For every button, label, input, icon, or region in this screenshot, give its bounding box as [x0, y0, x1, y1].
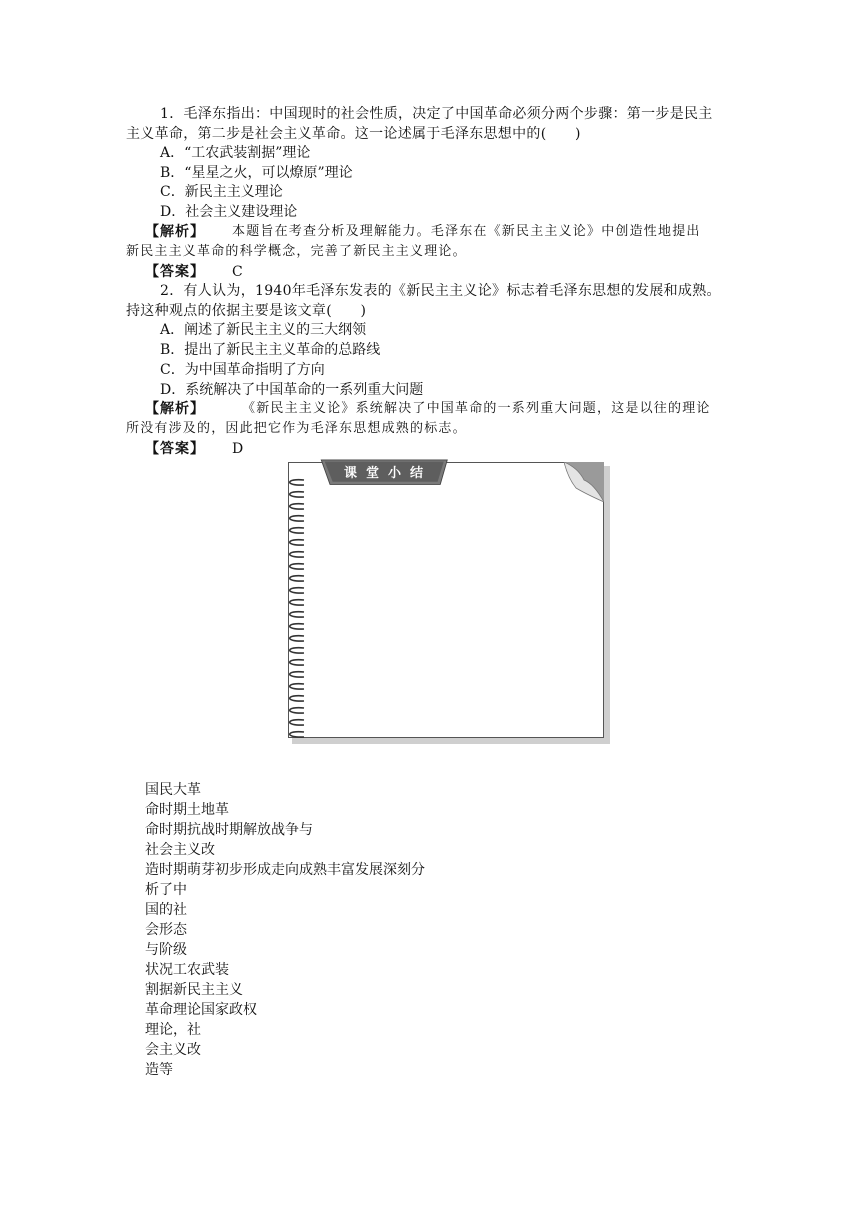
q2-option-c: C．为中国革命指明了方向	[160, 362, 325, 378]
q2-answer-label: 【答案】	[145, 441, 205, 457]
summary-line: 命时期土地革	[145, 802, 229, 818]
summary-line: 状况工农武装	[145, 962, 229, 978]
summary-line: 造时期萌芽初步形成走向成熟丰富发展深刻分	[145, 862, 425, 878]
q1-stem-line1: 1．毛泽东指出：中国现时的社会性质，决定了中国革命必须分两个步骤：第一步是民主	[160, 106, 713, 122]
q1-option-c: C．新民主主义理论	[160, 184, 283, 200]
notebook-paper	[288, 462, 604, 738]
q1-answer-value: C	[232, 264, 243, 280]
summary-line: 国的社	[145, 902, 187, 918]
q1-analysis-label: 【解析】	[145, 224, 205, 240]
q1-option-b: B．“星星之火，可以燎原”理论	[160, 165, 353, 181]
q2-option-a: A．阐述了新民主主义的三大纲领	[160, 322, 367, 338]
q2-stem-line1: 2．有人认为，1940年毛泽东发表的《新民主主义论》标志着毛泽东思想的发展和成熟。	[160, 283, 721, 299]
q1-analysis-line1: 本题旨在考查分析及理解能力。毛泽东在《新民主主义论》中创造性地提出	[232, 224, 701, 239]
summary-line: 析了中	[145, 882, 187, 898]
q1-answer-label: 【答案】	[145, 264, 205, 280]
summary-line: 社会主义改	[145, 842, 215, 858]
class-summary-notebook	[282, 458, 612, 748]
q2-option-b: B．提出了新民主主义革命的总路线	[160, 342, 381, 358]
summary-line: 理论，社	[145, 1022, 201, 1038]
q2-option-d: D．系统解决了中国革命的一系列重大问题	[160, 382, 424, 398]
q2-analysis-label: 【解析】	[145, 401, 205, 417]
q2-stem-line2: 持这种观点的依据主要是该文章( )	[126, 303, 367, 319]
q1-stem-line2: 主义革命，第二步是社会主义革命。这一论述属于毛泽东思想中的( )	[126, 126, 581, 142]
summary-line: 造等	[145, 1062, 173, 1078]
q1-option-d: D．社会主义建设理论	[160, 204, 298, 220]
spiral-binding-icon	[282, 476, 308, 738]
q1-analysis-line2: 新民主主义革命的科学概念，完善了新民主主义理论。	[126, 244, 467, 259]
q2-analysis-line1: 《新民主主义论》系统解决了中国革命的一系列重大问题，这是以往的理论	[242, 401, 711, 416]
notebook-tab-title: 课堂小结	[343, 466, 432, 481]
summary-line: 会主义改	[145, 1042, 201, 1058]
summary-line: 与阶级	[145, 942, 187, 958]
summary-line: 国民大革	[145, 782, 201, 798]
summary-line: 会形态	[145, 922, 187, 938]
summary-line: 割据新民主主义	[145, 982, 243, 998]
page-curl-icon	[564, 462, 604, 502]
q2-analysis-line2: 所没有涉及的，因此把它作为毛泽东思想成熟的标志。	[126, 421, 467, 436]
q1-option-a: A．“工农武装割据”理论	[160, 145, 311, 161]
summary-line: 革命理论国家政权	[145, 1002, 257, 1018]
q2-answer-value: D	[232, 441, 244, 457]
summary-line: 命时期抗战时期解放战争与	[145, 822, 313, 838]
